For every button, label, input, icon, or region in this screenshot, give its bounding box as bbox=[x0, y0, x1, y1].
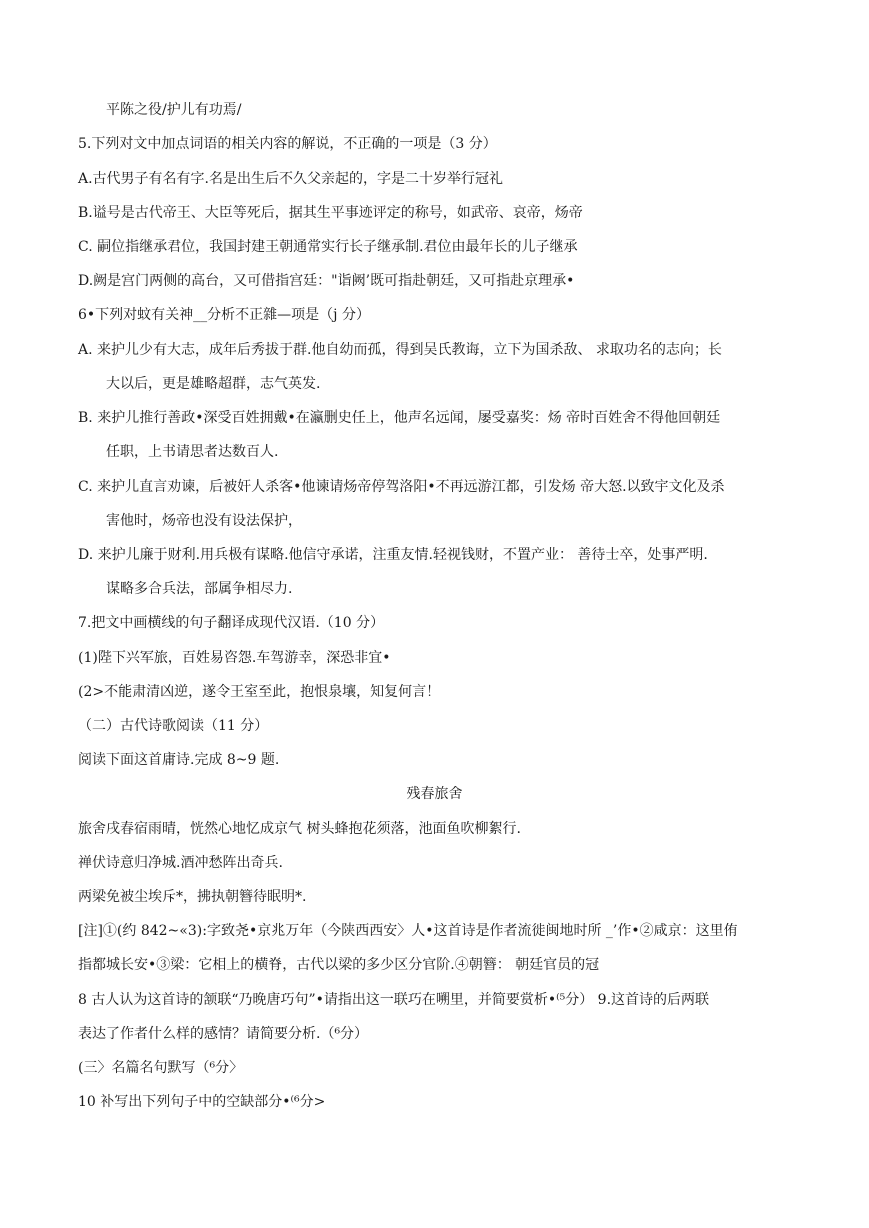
question-9-continued: 表达了作者什么样的感情？请简要分析.（⁶分） bbox=[78, 1026, 369, 1042]
question-6-option-c: C. 来护儿直言劝谏，后被奸人杀客•他谏请炀帝停驾洛阳•不再远游江都，引发炀 帝大怒.以致宇文化及杀 bbox=[78, 479, 725, 495]
poem-line-3: 两梁免被尘埃斥*，拂执朝簪待眠明*. bbox=[78, 889, 307, 905]
question-6-option-b-continued: 任职，上书请思者达数百人. bbox=[106, 444, 279, 460]
question-5-option-a: A.古代男子有名有字.名是出生后不久父亲起的，字是二十岁举行冠礼 bbox=[78, 171, 504, 187]
poetry-instruction: 阅读下面这首庸诗.完成 8~9 题. bbox=[78, 752, 280, 768]
question-6-option-c-continued: 害他时，炀帝也没有设法保护， bbox=[106, 513, 302, 529]
question-7-stem: 7.把文中画横线的句子翻译成现代汉语.（10 分） bbox=[78, 615, 385, 631]
poem-line-2: 禅伏诗意归净城.酒冲愁阵出奇兵. bbox=[78, 855, 283, 871]
questions-8-9: 8 古人认为这首诗的颔联“乃晚唐巧句”•请指出这一联巧在嗍里，并简要赏析•⁽⁵分） 9.这首诗的后两联 bbox=[78, 992, 710, 1008]
question-5-option-d: D.阙是宫门两侧的高台，又可借指宫廷："诣阙’既可指赴朝廷，又可指赴京理承• bbox=[78, 273, 575, 289]
question-10-stem: 10 补写出下列句子中的空缺部分•⁽⁶分> bbox=[78, 1094, 326, 1110]
question-6-stem: 6•下列对蚊有关神__分析不正雜—项是（j 分） bbox=[78, 307, 370, 323]
poem-note-1: [注]①(约 842~«3):字致尧•京兆万年（今陕西西安〉人•这首诗是作者流徙闽地时所 _’作•②咸京：这里侑 bbox=[78, 923, 738, 939]
poem-title: 残春旅舍 bbox=[406, 786, 463, 802]
question-6-option-d-continued: 谋略多合兵法，部属争相尽力. bbox=[106, 581, 293, 597]
question-6-option-b: B. 来护儿推行善政•深受百姓拥戴•在瀛删史任上，他声名远闻，屡受嘉奖：炀 帝时百姓舍不得他回朝廷 bbox=[78, 410, 721, 426]
poem-line-1: 旅舍戌春宿雨晴，恍然心地忆成京气 树头蜂抱花须落，池面鱼吹柳絮行. bbox=[78, 821, 521, 837]
question-5-option-b: B.谥号是古代帝王、大臣等死后，据其生平事迹评定的称号，如武帝、哀帝，炀帝 bbox=[78, 205, 583, 221]
question-5-stem: 5.下列对文中加点词语的相关内容的解说，不正确的一项是（3 分） bbox=[78, 136, 497, 152]
question-5-option-c: C. 嗣位指继承君位，我国封建王朝通常实行长子继承制.君位由最年长的儿子继承 bbox=[78, 239, 578, 255]
poem-note-2: 指都城长安•③梁：它相上的横脊，古代以梁的多少区分官阶.④朝簪： 朝廷官员的冠 bbox=[78, 957, 600, 973]
question-6-option-a-continued: 大以后，更是雄略超群，志气英发. bbox=[106, 376, 321, 392]
previous-answer-line: 平陈之役/护儿有功焉/ bbox=[106, 102, 242, 118]
question-7-sentence-2: (2>不能肃清凶逆，遂令王室至此，抱恨泉壤，知复何言！ bbox=[78, 684, 441, 700]
question-6-option-a: A. 来护儿少有大志，成年后秀拔于群.他自幼而孤，得到吴氏教诲，立下为国杀敌、 求取功名的志向；长 bbox=[78, 342, 722, 358]
question-7-sentence-1: (1)陛下兴军旅，百姓易咨怨.车驾游幸，深恐非宜• bbox=[78, 650, 391, 666]
section-heading-dictation: (三〉名篇名句默写（⁶分〉 bbox=[78, 1060, 244, 1076]
question-6-option-d: D. 来护儿廉于财利.用兵极有谋略.他信守承诺，注重友情.轻视钱财，不置产业： 善待士卒，处事严明. bbox=[78, 547, 708, 563]
section-heading-poetry: （二）古代诗歌阅读（11 分） bbox=[78, 718, 269, 734]
